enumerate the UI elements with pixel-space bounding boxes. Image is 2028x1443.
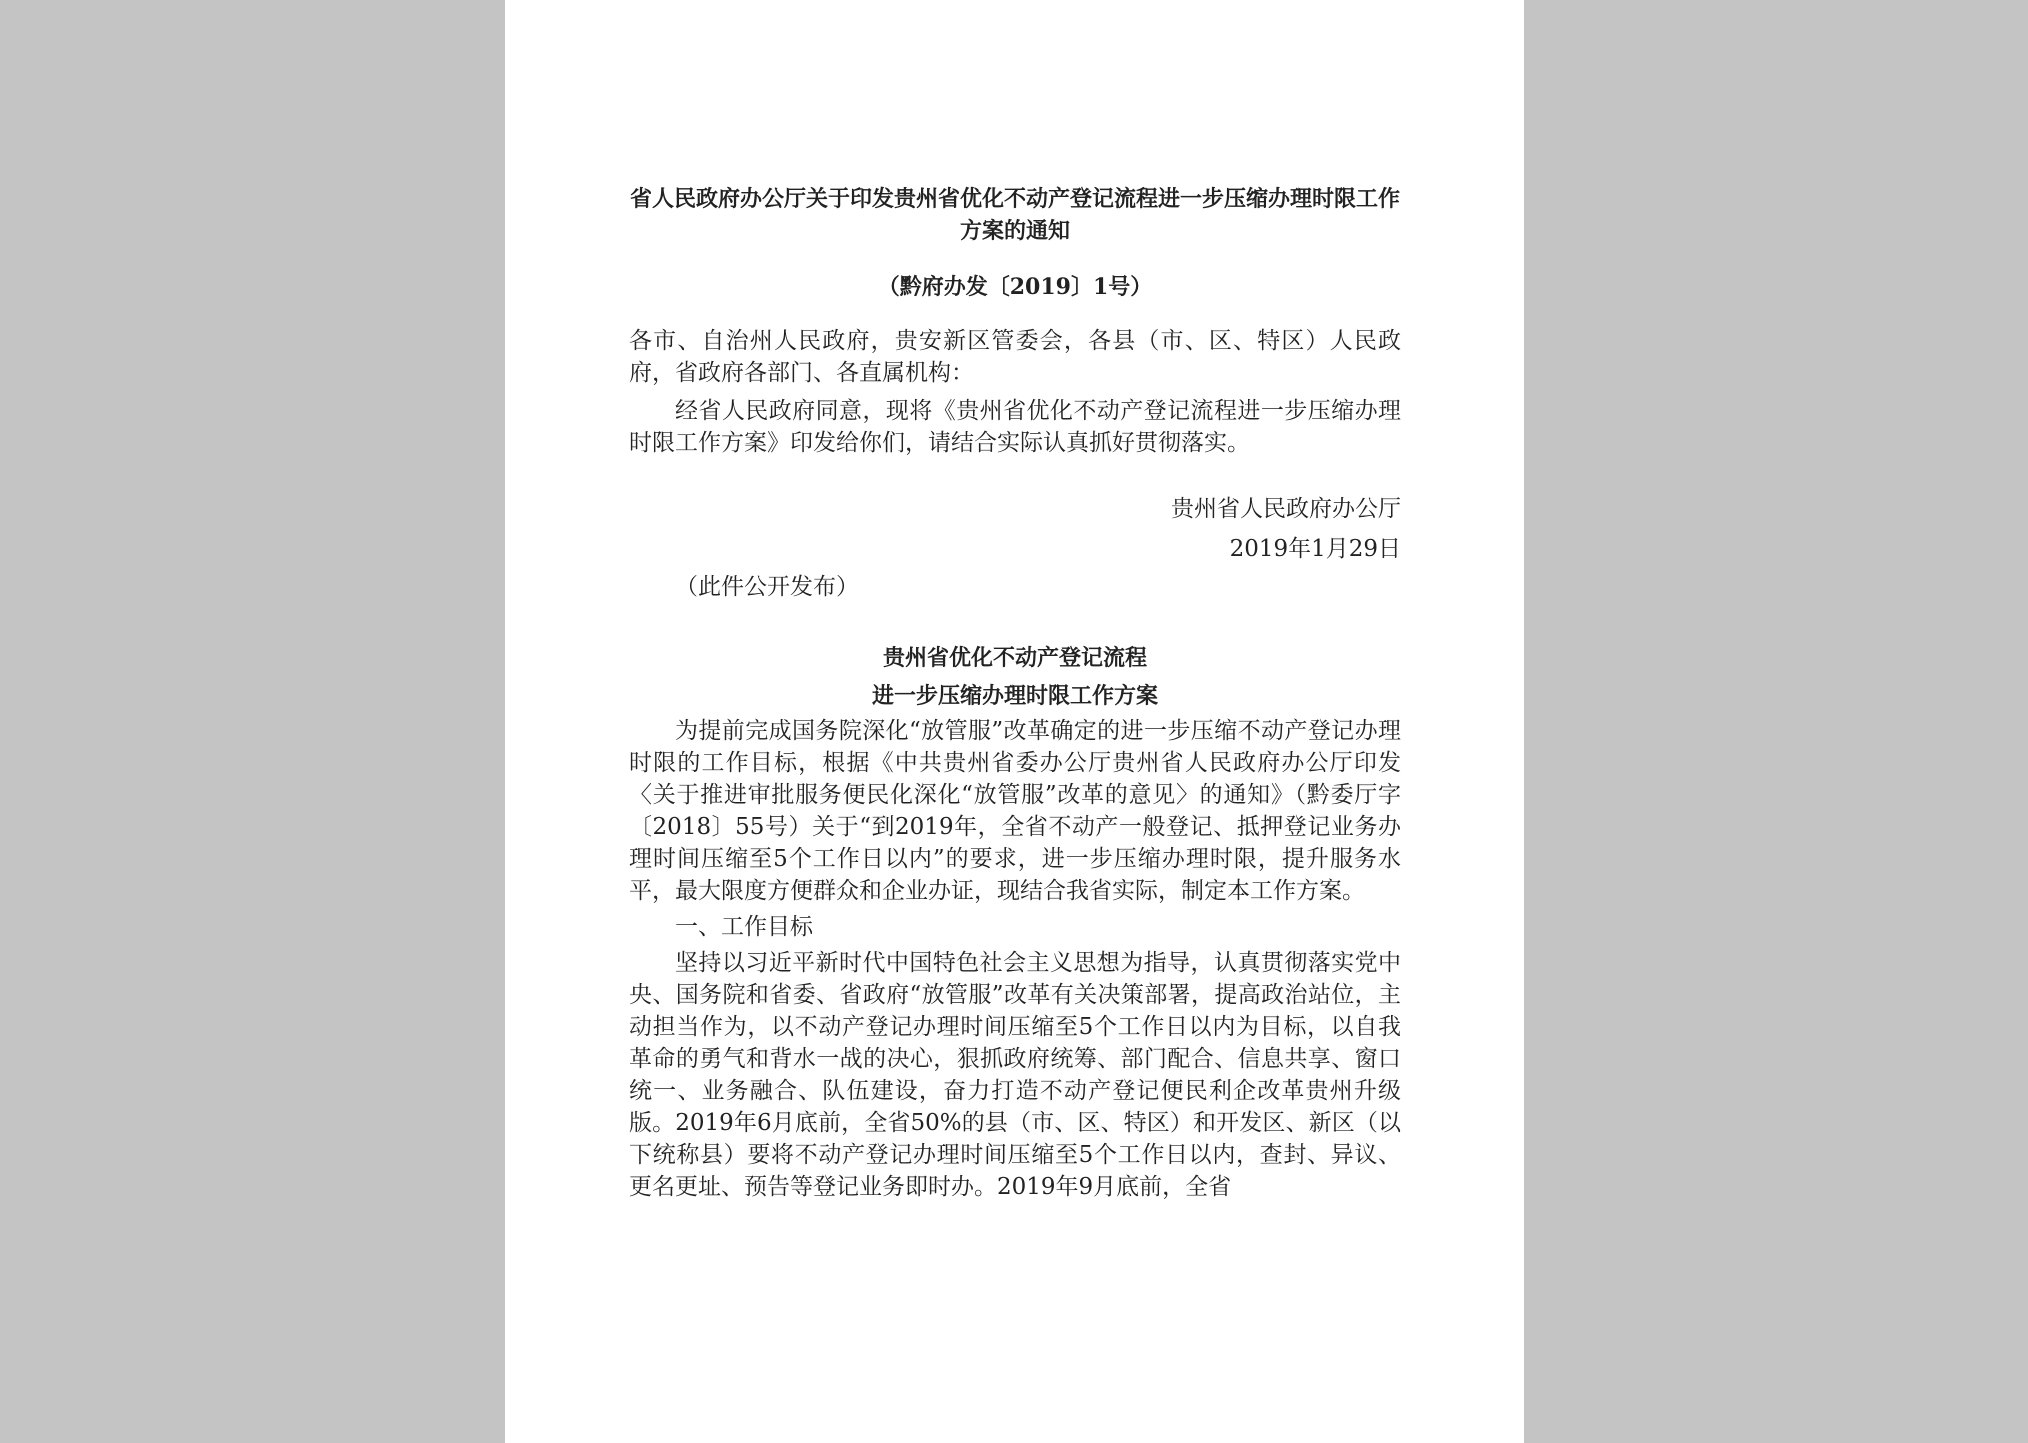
document-content	[629, 183, 1401, 1203]
notice-title: 省人民政府办公厅关于印发贵州省优化不动产登记流程进一步压缩办理时限工作方案的通知	[629, 186, 1400, 244]
section-body: 坚持以习近平新时代中国特色社会主义思想为指导，认真贯彻落实党中央、国务院和省委、省政府“放管服”改革有关决策部署，提高政治站位，主动担当作为，以不动产登记办理时间压缩至5个工作日以内为目标，以自我革命的勇气和背水一战的决心，狠抓政府统筹、部门配合、信息共享、窗口统一、业务融合、队伍建设，奋力打造不动产登记便民利企改革贵州升级版。2019年6月底前，全省50%的县（市、区、特区）和开发区、新区（以下统称县）要将不动产登记办理时间压缩至5个工作日以内，查封、异议、更名更址、预告等登记业务即时办。2019年9月底前，全省	[629, 950, 1401, 1200]
plan-title-line1: 贵州省优化不动产登记流程	[882, 645, 1147, 671]
addressee: 各市、自治州人民政府，贵安新区管委会，各县（市、区、特区）人民政府，省政府各部门、各直属机构：	[629, 328, 1401, 386]
plan-intro: 为提前完成国务院深化“放管服”改革确定的进一步压缩不动产登记办理时限的工作目标，根据《中共贵州省委办公厅贵州省人民政府办公厅印发〈关于推进审批服务便民化深化“放管服”改革的意见〉的通知》（黔委厅字〔2018〕55号）关于“到2019年，全省不动产一般登记、抵押登记业务办理时间压缩至5个工作日以内”的要求，进一步压缩办理时限，提升服务水平，最大限度方便群众和企业办证，现结合我省实际，制定本工作方案。	[629, 718, 1401, 904]
document-page	[505, 0, 1524, 1443]
section-heading: 一、工作目标	[675, 914, 813, 940]
publication-note: （此件公开发布）	[675, 574, 859, 600]
document-number: （黔府办发〔2019〕1号）	[877, 274, 1153, 300]
issuer: 贵州省人民政府办公厅	[1171, 496, 1401, 522]
plan-title-line2: 进一步压缩办理时限工作方案	[871, 683, 1158, 709]
notice-body: 经省人民政府同意，现将《贵州省优化不动产登记流程进一步压缩办理时限工作方案》印发给你们，请结合实际认真抓好贯彻落实。	[629, 398, 1401, 456]
issue-date: 2019年1月29日	[1229, 536, 1401, 562]
